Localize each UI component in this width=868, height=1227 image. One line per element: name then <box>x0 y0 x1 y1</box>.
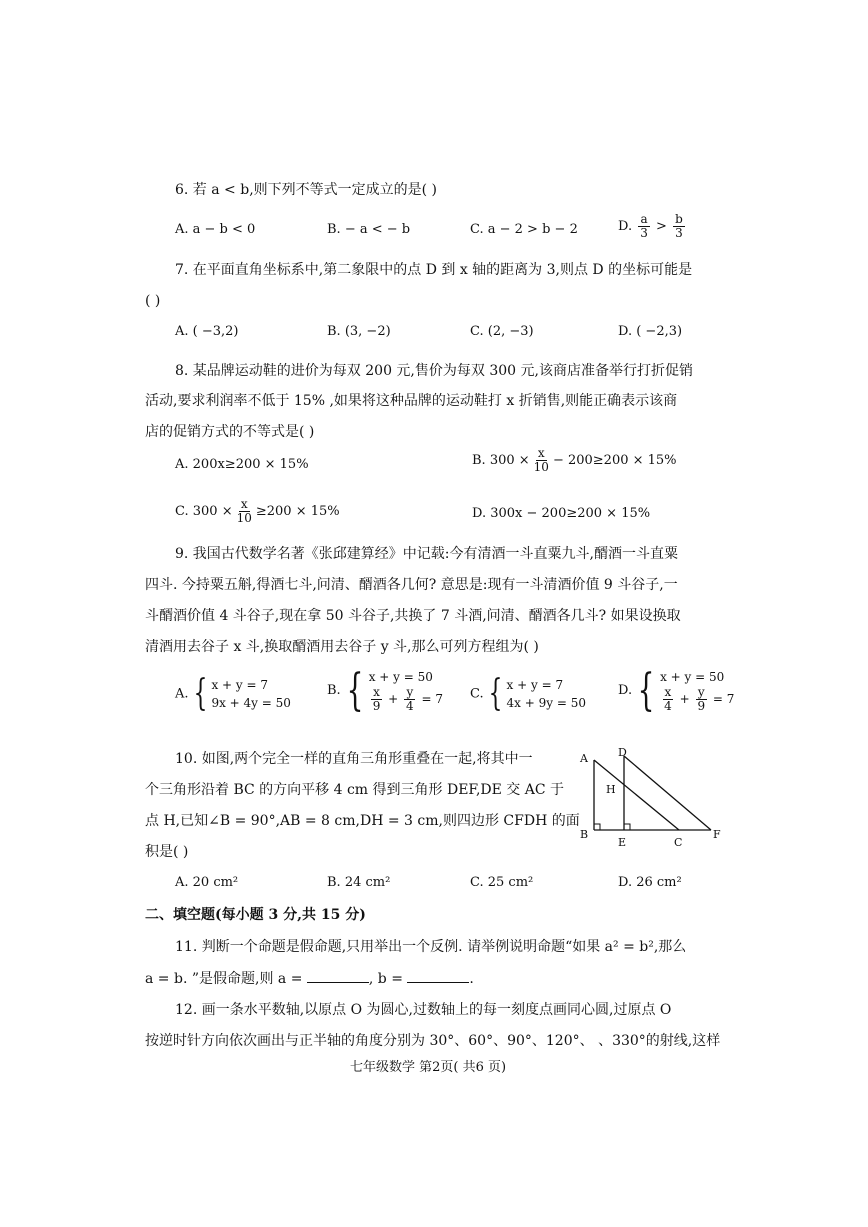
q11-text-c: . <box>469 971 474 987</box>
q9-d-system: x + y = 50 $\frac{x}{4}$ + $\frac{y}{9}$ = 7 <box>660 670 735 713</box>
brace-icon: { <box>193 673 207 714</box>
q10-option-a[interactable]: A. 20 cm² <box>175 875 239 890</box>
right-angle-mark-e <box>624 824 630 830</box>
label-b: B <box>580 828 589 841</box>
label-h: H <box>606 783 616 796</box>
brace-icon: { <box>488 673 502 714</box>
q7-option-a[interactable]: A. ( −3,2) <box>175 324 239 339</box>
q9-stem-line1: 9. 我国古代数学名著《张邱建算经》中记载:今有清酒一斗直粟九斗,醑酒一斗直粟 <box>175 546 678 562</box>
q11-stem-line1: 11. 判断一个命题是假命题,只用举出一个反例. 请举例说明命题“如果 a² = b²,那么 <box>175 939 687 955</box>
q8-c-frac: $\frac{x}{10}$ <box>236 497 252 525</box>
q9-a-label: A. <box>175 686 189 702</box>
q6-option-c[interactable]: C. a − 2 > b − 2 <box>470 222 578 237</box>
q10-stem-line3: 点 H,已知∠B = 90°,AB = 8 cm,DH = 3 cm,则四边形 CFDH 的面 <box>145 813 580 829</box>
q9-c-system: x + y = 7 4x + 9y = 50 <box>506 678 586 710</box>
label-c: C <box>674 836 683 849</box>
q9-d-label: D. <box>618 683 633 698</box>
label-a: A <box>580 752 588 765</box>
q11-answer-b-blank[interactable] <box>407 968 469 983</box>
brace-icon: { <box>346 664 364 716</box>
q6-option-a[interactable]: A. a − b < 0 <box>175 222 256 237</box>
q9-option-d[interactable] <box>618 664 735 716</box>
q8-c-prefix: C. 300 × <box>175 504 233 519</box>
q6-stem: 6. 若 a < b,则下列不等式一定成立的是( ) <box>175 182 438 198</box>
q10-stem-line2: 个三角形沿着 BC 的方向平移 4 cm 得到三角形 DEF,DE 交 AC 于 <box>145 782 565 798</box>
q8-option-a[interactable]: A. 200x≥200 × 15% <box>175 457 309 472</box>
q6-option-b[interactable]: B. − a < − b <box>327 222 411 237</box>
q9-stem-line3: 斗醑酒价值 4 斗谷子,现在拿 50 斗谷子,共换了 7 斗酒,问清、醑酒各几斗? 如果设换取 <box>145 608 681 624</box>
q6-d-frac2: $\frac{b}{3}$ <box>675 212 683 240</box>
q6-d-frac1: $\frac{a}{3}$ <box>640 212 648 240</box>
q8-c-suffix: ≥200 × 15% <box>255 504 340 519</box>
q9-stem-line2: 四斗. 今持粟五斛,得酒七斗,问清、醑酒各几何? 意思是:现有一斗清酒价值 9 斗谷子,一 <box>145 577 678 593</box>
brace-icon: { <box>637 664 655 716</box>
q8-b-prefix: B. 300 × <box>472 453 530 468</box>
q7-option-b[interactable]: B. (3, −2) <box>327 324 391 339</box>
label-d: D <box>618 746 627 759</box>
q11-answer-a-blank[interactable] <box>307 968 369 983</box>
q10-stem-line1: 10. 如图,两个完全一样的直角三角形重叠在一起,将其中一 <box>175 751 533 767</box>
q12-stem-line2: 按逆时针方向依次画出与正半轴的角度分别为 30°、60°、90°、120°、 、330°的射线,这样 <box>145 1033 721 1049</box>
q9-b-system: x + y = 50 $\frac{x}{9}$ + $\frac{y}{4}$ = 7 <box>368 670 444 713</box>
q11-stem-line2 <box>145 968 474 989</box>
q6-d-label: D. <box>618 219 633 234</box>
q11-text-b: , b = <box>368 971 403 987</box>
q7-option-c[interactable]: C. (2, −3) <box>470 324 534 339</box>
q10-option-b[interactable]: B. 24 cm² <box>327 875 391 890</box>
label-e: E <box>618 836 627 849</box>
q8-option-d[interactable]: D. 300x − 200≥200 × 15% <box>472 506 651 521</box>
page-footer: 七年级数学 第2页( 共6 页) <box>350 1060 507 1075</box>
q12-stem-line1: 12. 画一条水平数轴,以原点 O 为圆心,过数轴上的每一刻度点画同心圆,过原点 O <box>175 1002 672 1018</box>
q7-stem-line2: ( ) <box>145 293 161 309</box>
q10-triangle-figure <box>576 746 726 850</box>
label-f: F <box>713 828 721 841</box>
q8-stem-line1: 8. 某品牌运动鞋的进价为每双 200 元,售价为每双 300 元,该商店准备举行打折促销 <box>175 363 693 379</box>
q10-option-d[interactable]: D. 26 cm² <box>618 875 682 890</box>
q7-option-d[interactable]: D. ( −2,3) <box>618 324 683 339</box>
q8-stem-line3: 店的促销方式的不等式是( ) <box>145 424 315 440</box>
q9-a-system: x + y = 7 9x + 4y = 50 <box>211 678 291 710</box>
q8-b-suffix: − 200≥200 × 15% <box>552 453 677 468</box>
q8-stem-line2: 活动,要求利润率不低于 15% ,如果将这种品牌的运动鞋打 x 折销售,则能正确表示该商 <box>145 393 678 409</box>
q8-option-b[interactable] <box>472 447 677 474</box>
q6-option-d[interactable] <box>618 213 687 240</box>
q8-b-frac: $\frac{x}{10}$ <box>533 446 549 474</box>
q11-text-a: a = b. ”是假命题,则 a = <box>145 971 303 987</box>
q7-stem-line1: 7. 在平面直角坐标系中,第二象限中的点 D 到 x 轴的距离为 3,则点 D 的坐标可能是 <box>175 262 693 278</box>
q8-option-c[interactable] <box>175 498 340 525</box>
section-title: 二、填空题(每小题 3 分,共 15 分) <box>145 907 366 923</box>
segment-df <box>624 756 711 830</box>
right-angle-mark <box>594 824 600 830</box>
q6-d-op: > <box>656 219 667 234</box>
q9-option-b[interactable] <box>327 664 444 716</box>
q10-stem-line4: 积是( ) <box>145 844 189 860</box>
q9-b-label: B. <box>327 683 341 698</box>
q9-option-a[interactable] <box>175 673 291 714</box>
q10-option-c[interactable]: C. 25 cm² <box>470 875 534 890</box>
q9-option-c[interactable] <box>470 673 586 714</box>
q9-c-label: C. <box>470 686 484 702</box>
q9-stem-line4: 清酒用去谷子 x 斗,换取醑酒用去谷子 y 斗,那么可列方程组为( ) <box>145 639 539 655</box>
